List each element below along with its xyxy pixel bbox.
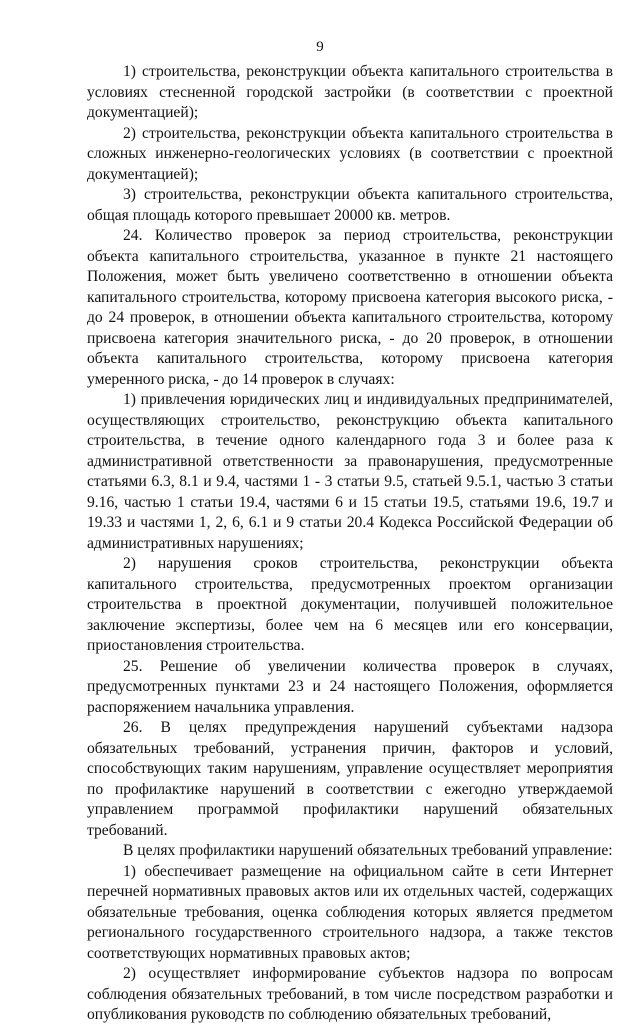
paragraph-clause-25: 25. Решение об увеличении количества проверок в случаях, предусмотренных пунктами 23 и 24 настоящего Положения, оформляется распоряжением начальника управления. — [87, 657, 613, 716]
paragraph-item-1: 1) строительства, реконструкции объекта капитального строительства в условиях стесненной городской застройки (в соответствии с проектной документацией); — [87, 63, 613, 121]
paragraph-prevention-item-1: 1) обеспечивает размещение на официальном сайте в сети Интернет перечней нормативных правовых актов или их отдельных частей, содержащих обязательные требования, оценка соблюдения которых является предметом регионального государственного строительного надзора, а также текстов соответствующих нормативных правовых актов; — [87, 862, 613, 962]
page-number: 9 — [316, 39, 324, 55]
paragraph-clause-24: 24. Количество проверок за период строительства, реконструкции объекта капитального строительства, указанное в пункте 21 настоящего Положения, может быть увеличено соответственно в отношении объекта капитального строительства, которому присвоена категория высокого риска, - до 24 проверок, в отношении объекта капитального строительства, которому присвоена категория значительного риска, - до 20 проверок, в отношении объекта капитального строительства, которому присвоена категория умеренного риска, - до 14 проверок в случаях: — [87, 227, 613, 388]
paragraph-item-3: 3) строительства, реконструкции объекта капитального строительства, общая площадь которого превышает 20000 кв. метров. — [87, 186, 613, 224]
paragraph-prevention-intro: В целях профилактики нарушений обязательных требований управление: — [123, 842, 613, 859]
paragraph-clause-24-item-1: 1) привлечения юридических лиц и индивидуальных предпринимателей, осуществляющих строительство, реконструкцию объекта капитального строительства, в течение одного календарного года 3 и более раза к административной ответственности за правонарушения, предусмотренные статьями 6.3, 8.1 и 9.4, частями 1 - 3 статьи 9.5, статьей 9.5.1, частью 3 статьи 9.16, частью 1 статьи 19.4, частями 6 и 15 статьи 19.5, статьями 19.6, 19.7 и 19.33 и частями 1, 2, 6, 6.1 и 9 статьи 20.4 Кодекса Российской Федерации об административных нарушениях; — [87, 391, 613, 552]
paragraph-item-2: 2) строительства, реконструкции объекта капитального строительства в сложных инженерно-геологических условиях (в соответствии с проектной документацией); — [87, 124, 613, 183]
document-body — [87, 62, 613, 1026]
paragraph-clause-24-item-2: 2) нарушения сроков строительства, реконструкции объекта капитального строительства, предусмотренных проектом организации строительства в проектной документации, получившей положительное заключение экспертизы, более чем на 6 месяцев или его консервации, приостановления строительства. — [87, 555, 613, 654]
paragraph-prevention-item-2: 2) осуществляет информирование субъектов надзора по вопросам соблюдения обязательных требований, в том числе посредством разработки и опубликования руководств по соблюдению обязательных требований, — [87, 965, 613, 1023]
paragraph-clause-26: 26. В целях предупреждения нарушений субъектами надзора обязательных требований, устранения причин, факторов и условий, способствующих таким нарушениям, управление осуществляет мероприятия по профилактике нарушений в соответствии с ежегодно утверждаемой управлением программой профилактики нарушений обязательных требований. — [87, 719, 613, 839]
